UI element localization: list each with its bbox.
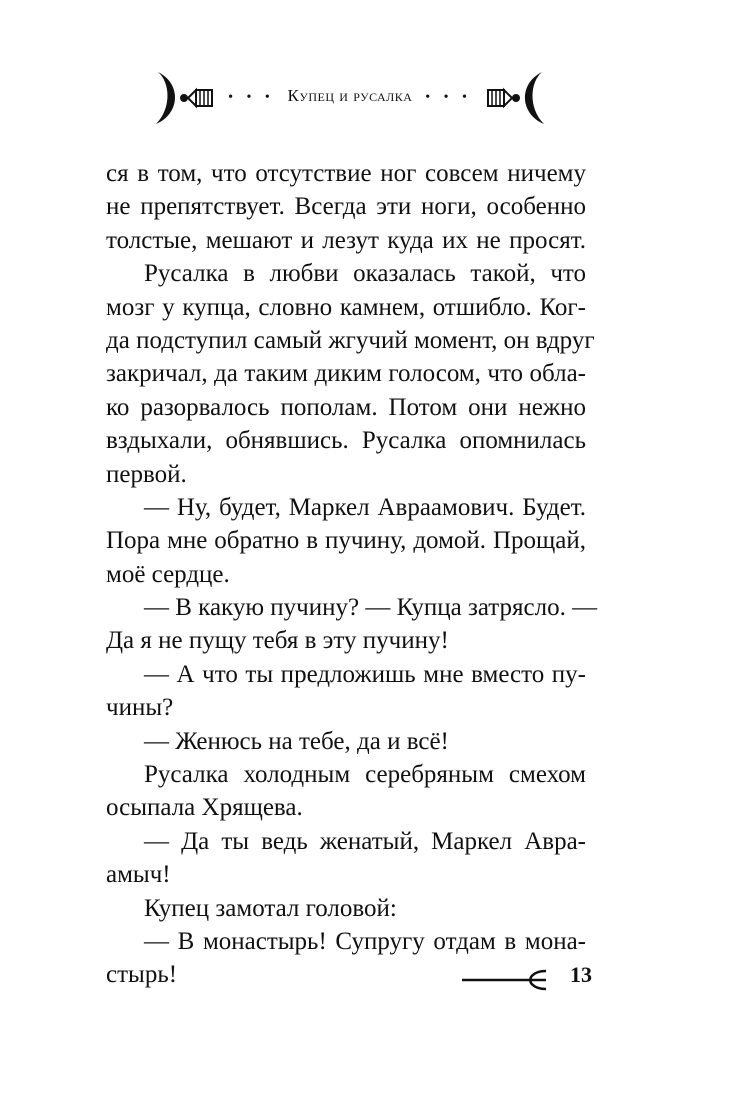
header-dots-left: • • •: [228, 90, 275, 105]
text-line: чины?: [106, 694, 174, 722]
page-footer: [462, 962, 592, 996]
text-line: ко разорвалось пополам. Потом они нежно: [106, 393, 586, 421]
text-line: первой.: [106, 460, 187, 488]
text-line: — В какую пучину? — Купца затрясло. —: [144, 594, 598, 622]
text-line: Русалка в любви оказалась такой, что: [144, 260, 586, 288]
text-line: Купец замотал головой:: [144, 894, 397, 922]
running-header: [150, 68, 550, 128]
text-line: — Женюсь на тебе, да и всё!: [144, 727, 449, 755]
crescent-fish-ornament-icon: [150, 68, 215, 128]
text-line: — В монастырь! Супругу отдам в мона-: [144, 927, 586, 955]
running-head-title: Купец и русалка: [287, 86, 413, 105]
text-line: — А что ты предложишь мне вместо пу-: [144, 660, 586, 688]
text-line: ся в том, что отсутствие ног совсем ничему: [106, 160, 586, 187]
text-line: моё сердце.: [106, 560, 230, 588]
text-line: амыч!: [106, 861, 171, 889]
text-line: да подступил самый жгучий момент, он вдруг: [106, 326, 595, 354]
text-line: не препятствует. Всегда эти ноги, особенно: [106, 193, 586, 221]
text-line: Пора мне обратно в пучину, домой. Прощай,: [106, 527, 586, 555]
header-dots-right: • • •: [425, 90, 472, 105]
running-head-text: [220, 86, 480, 106]
text-line: стырь!: [106, 961, 178, 989]
text-line: Да я не пущу тебя в эту пучину!: [106, 627, 449, 655]
text-line: Русалка холодным серебряным смехом: [144, 761, 586, 789]
trident-icon: [462, 968, 552, 992]
text-line: — Да ты ведь женатый, Маркел Авра-: [144, 827, 586, 855]
text-line: закричал, да таким диким голосом, что обла-: [106, 360, 586, 388]
text-line: толстые, мешают и лезут куда их не просят.: [106, 226, 586, 254]
text-line: — Ну, будет, Маркел Авраамович. Будет.: [144, 493, 586, 521]
crescent-fish-ornament-icon: [485, 68, 550, 128]
text-line: вздыхали, обнявшись. Русалка опомнилась: [106, 427, 586, 455]
page-number: 13: [570, 962, 592, 987]
text-line: мозг у купца, словно камнем, отшибло. Ког-: [106, 293, 586, 321]
body-text: [106, 157, 598, 992]
text-line: осыпала Хрящева.: [106, 794, 303, 822]
